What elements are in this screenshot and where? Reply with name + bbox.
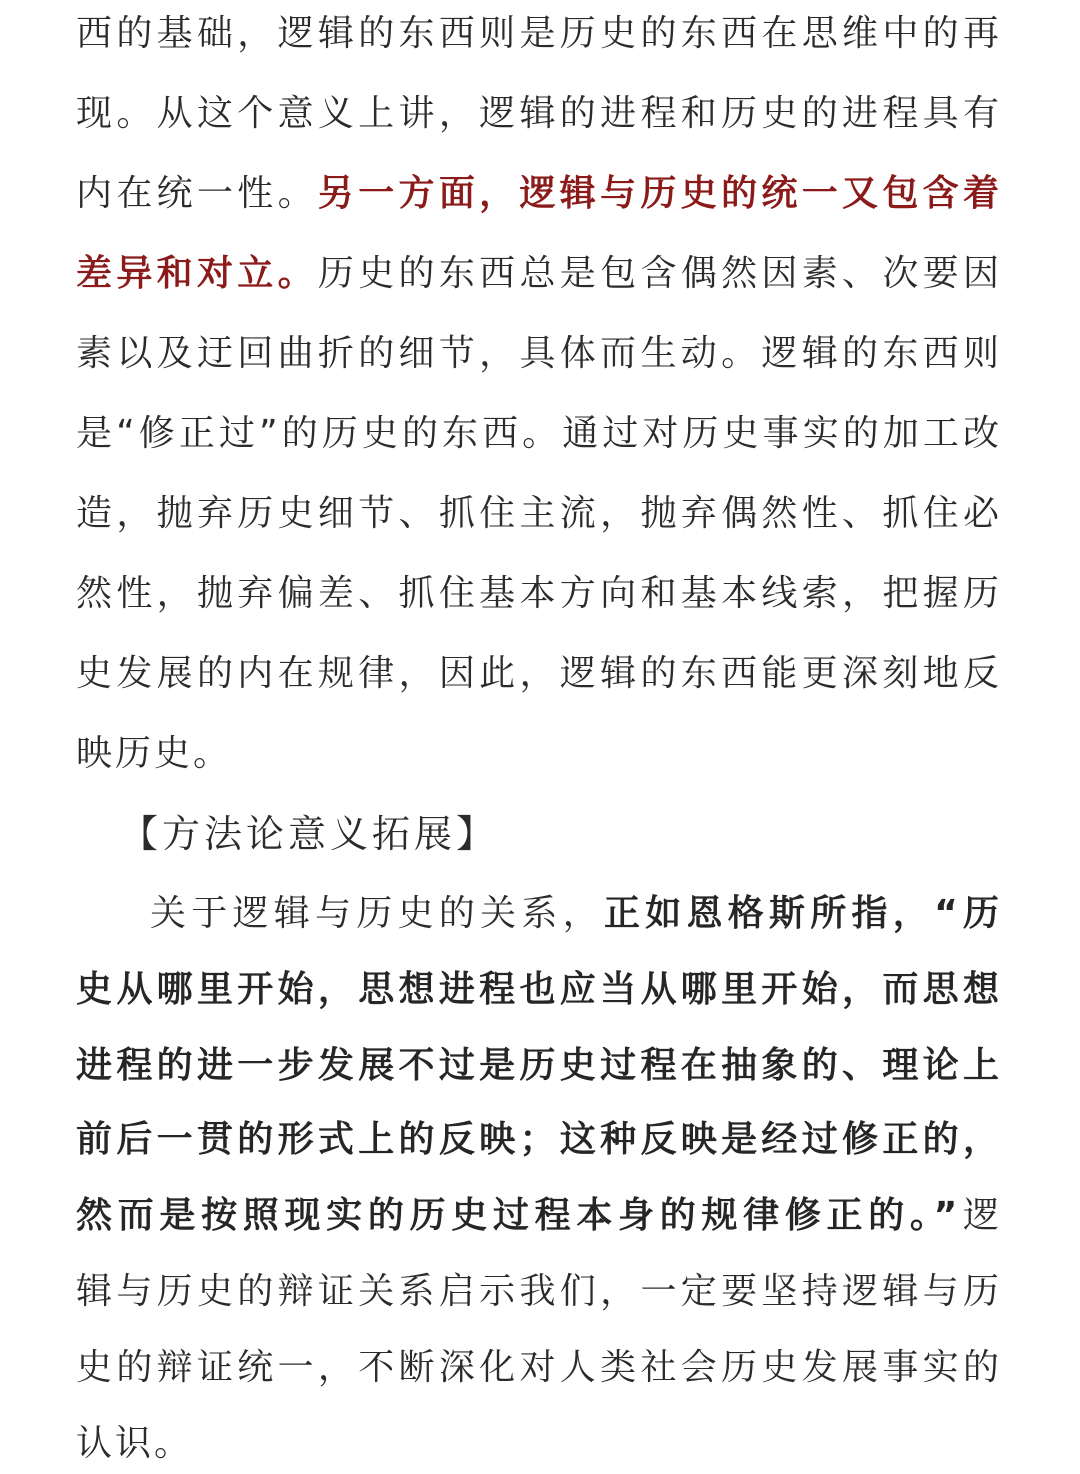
text-run: 历史的东西总是包含偶然因素、次要因 bbox=[317, 253, 1002, 294]
bold-quote: 史从哪里开始，思想进程也应当从哪里开始，而思想 bbox=[76, 969, 1002, 1010]
text-line bbox=[76, 960, 1002, 1020]
text-run: 映历史。 bbox=[76, 733, 233, 774]
text-line bbox=[76, 1186, 1002, 1246]
text-run: 辑与历史的辩证关系启示我们，一定要坚持逻辑与历 bbox=[76, 1271, 1002, 1312]
text-line bbox=[76, 164, 1002, 224]
text-run: 现。从这个意义上讲，逻辑的进程和历史的进程具有 bbox=[76, 93, 1002, 134]
text-line bbox=[76, 564, 1002, 624]
text-run: 素以及迂回曲折的细节，具体而生动。逻辑的东西则 bbox=[76, 333, 1002, 374]
text-line bbox=[76, 324, 1002, 384]
highlighted-text: 差异和对立。 bbox=[76, 253, 318, 294]
bold-quote: 前后一贯的形式上的反映；这种反映是经过修正的， bbox=[76, 1119, 1002, 1160]
bold-quote: 进程的进一步发展不过是历史过程在抽象的、理论上 bbox=[76, 1045, 1002, 1086]
text-run: 史的辩证统一，不断深化对人类社会历史发展事实的 bbox=[76, 1347, 1002, 1388]
text-run: 造，抛弃历史细节、抓住主流，抛弃偶然性、抓住必 bbox=[76, 493, 1002, 534]
text-run: 关于逻辑与历史的关系， bbox=[150, 893, 604, 934]
text-run: 内在统一性。 bbox=[76, 173, 318, 214]
text-line bbox=[76, 484, 1002, 544]
text-run: 认识。 bbox=[76, 1423, 194, 1464]
text-line bbox=[76, 1110, 1002, 1170]
text-line bbox=[76, 1036, 1002, 1096]
text-line bbox=[76, 644, 1002, 704]
text-run: 然性，抛弃偏差、抓住基本方向和基本线索，把握历 bbox=[76, 573, 1002, 614]
text-line bbox=[76, 84, 1002, 144]
bold-quote: 正如恩格斯所指，“历 bbox=[603, 893, 1002, 934]
text-line bbox=[76, 1262, 1002, 1322]
text-run: 西的基础，逻辑的东西则是历史的东西在思维中的再 bbox=[76, 13, 1002, 54]
text-run: 史发展的内在规律，因此，逻辑的东西能更深刻地反 bbox=[76, 653, 1002, 694]
text-line bbox=[76, 4, 1002, 64]
text-line bbox=[76, 244, 1002, 304]
text-run: 是“修正过”的历史的东西。通过对历史事实的加工改 bbox=[76, 413, 1002, 454]
text-line bbox=[150, 884, 1002, 944]
section-heading bbox=[120, 804, 498, 864]
text-line bbox=[76, 1414, 1002, 1474]
heading-text: 【方法论意义拓展】 bbox=[120, 812, 499, 856]
text-line bbox=[76, 724, 1002, 784]
text-line bbox=[76, 404, 1002, 464]
highlighted-text: 另一方面，逻辑与历史的统一又包含着 bbox=[317, 173, 1002, 214]
bold-quote: 然而是按照现实的历史过程本身的规律修正的。” bbox=[76, 1195, 961, 1236]
text-run: 逻 bbox=[960, 1195, 1002, 1236]
text-line bbox=[76, 1338, 1002, 1398]
